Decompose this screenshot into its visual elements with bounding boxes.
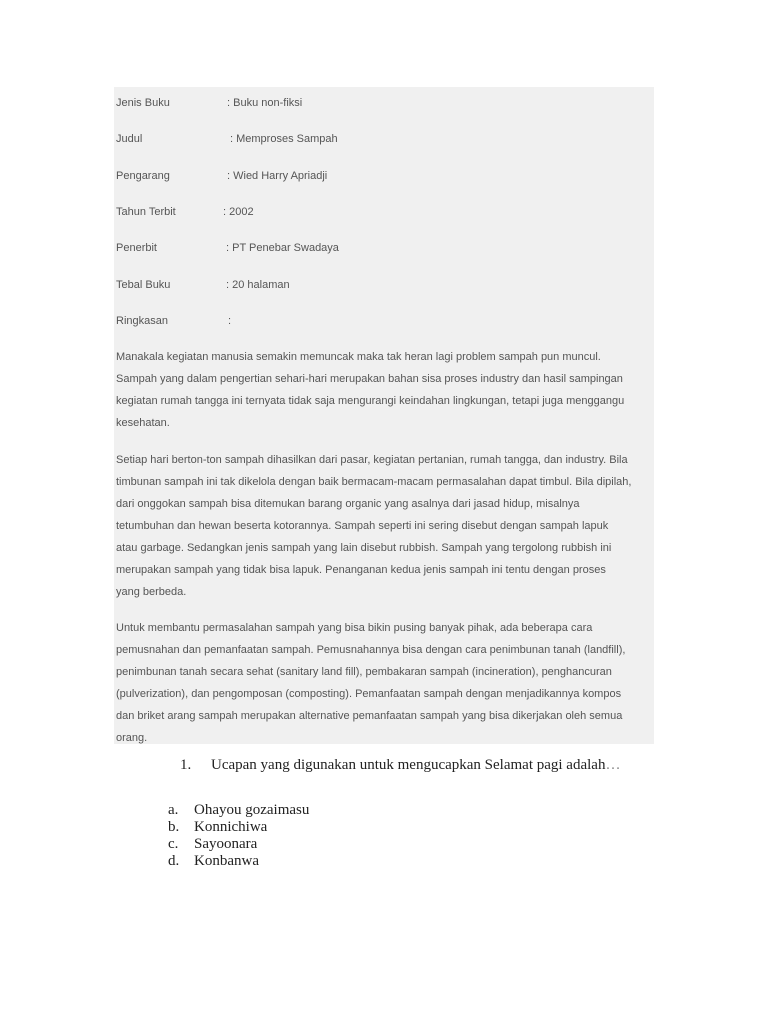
info-value: : 20 halaman xyxy=(226,279,290,291)
info-row-tebal-buku xyxy=(116,278,290,292)
info-row-penerbit xyxy=(116,241,339,255)
info-label: Pengarang xyxy=(116,170,170,182)
info-value: : PT Penebar Swadaya xyxy=(226,242,339,254)
option-text: Konnichiwa xyxy=(194,819,268,835)
info-label: Ringkasan xyxy=(116,315,168,327)
info-value: : Wied Harry Apriadji xyxy=(227,170,328,182)
option-letter: b. xyxy=(168,819,180,835)
info-row-tahun-terbit xyxy=(116,205,254,219)
info-label: Tebal Buku xyxy=(116,279,171,291)
paragraph-line: (pulverization), dan pengomposan (composting). Pemanfaatan sampah dengan menjadikannya kompos xyxy=(116,688,622,700)
option-d xyxy=(168,853,309,870)
paragraph-line: Setiap hari berton-ton sampah dihasilkan dari pasar, kegiatan pertanian, rumah tangga, dan industry. Bila xyxy=(116,454,628,466)
info-row-judul xyxy=(116,132,338,146)
paragraph-line: merupakan sampah yang tidak bisa lapuk. Penanganan kedua jenis sampah ini tentu dengan proses xyxy=(116,564,606,576)
answer-options xyxy=(168,802,309,870)
paragraph-line: pemusnahan dan pemanfaatan sampah. Pemusnahannya bisa dengan cara penimbunan tanah (landfill), xyxy=(116,644,626,656)
info-label: Penerbit xyxy=(116,242,157,254)
question xyxy=(180,757,620,774)
paragraph-line: dari onggokan sampah bisa ditemukan barang organic yang asalnya dari jasad hidup, misalnya xyxy=(116,498,580,510)
summary-paragraph-2 xyxy=(116,449,656,603)
info-row-ringkasan xyxy=(116,314,232,328)
option-letter: a. xyxy=(168,802,179,818)
option-c xyxy=(168,836,309,853)
paragraph-line: atau garbage. Sedangkan jenis sampah yang lain disebut rubbish. Sampah yang tergolong rubbish ini xyxy=(116,542,612,554)
info-value: : Buku non-fiksi xyxy=(227,97,303,109)
paragraph-line: yang berbeda. xyxy=(116,586,187,598)
paragraph-line: orang. xyxy=(116,732,148,744)
option-text: Konbanwa xyxy=(194,853,259,869)
info-value: : xyxy=(228,315,232,327)
question-ellipsis: … xyxy=(605,757,621,773)
info-label: Jenis Buku xyxy=(116,97,170,109)
option-a xyxy=(168,802,309,819)
option-letter: d. xyxy=(168,853,180,869)
info-label: Tahun Terbit xyxy=(116,206,176,218)
paragraph-line: tetumbuhan dan hewan beserta kotorannya. Sampah seperti ini sering disebut dengan sampah lapuk xyxy=(116,520,609,532)
info-row-pengarang xyxy=(116,169,328,183)
paragraph-line: kegiatan rumah tangga ini ternyata tidak saja mengurangi keindahan lingkungan, tetapi juga menggangu xyxy=(116,395,625,407)
question-number: 1. xyxy=(180,757,192,773)
paragraph-line: kesehatan. xyxy=(116,417,170,429)
paragraph-line: Untuk membantu permasalahan sampah yang bisa bikin pusing banyak pihak, ada beberapa cara xyxy=(116,622,593,634)
paragraph-line: Manakala kegiatan manusia semakin memuncak maka tak heran lagi problem sampah pun muncul. xyxy=(116,351,601,363)
paragraph-line: penimbunan tanah secara sehat (sanitary land fill), pembakaran sampah (incineration), penghancuran xyxy=(116,666,612,678)
option-text: Ohayou gozaimasu xyxy=(194,802,310,818)
question-text: Ucapan yang digunakan untuk mengucapkan Selamat pagi adalah xyxy=(211,757,606,773)
paragraph-line: timbunan sampah ini tak dikelola dengan baik bermacam-macam permasalahan dapat timbul. Bila dipilah, xyxy=(116,476,632,488)
option-text: Sayoonara xyxy=(194,836,258,852)
info-value: : Memproses Sampah xyxy=(230,133,338,145)
summary-paragraph-1 xyxy=(116,346,656,434)
info-value: : 2002 xyxy=(223,206,254,218)
option-b xyxy=(168,819,309,836)
summary-paragraph-3 xyxy=(116,617,656,749)
info-label: Judul xyxy=(116,133,143,145)
paragraph-line: dan briket arang sampah merupakan alternative pemanfaatan sampah yang bisa dikerjakan oleh semua xyxy=(116,710,623,722)
info-row-jenis-buku xyxy=(116,96,303,110)
option-letter: c. xyxy=(168,836,179,852)
paragraph-line: Sampah yang dalam pengertian sehari-hari merupakan bahan sisa proses industry dan hasil sampingan xyxy=(116,373,623,385)
